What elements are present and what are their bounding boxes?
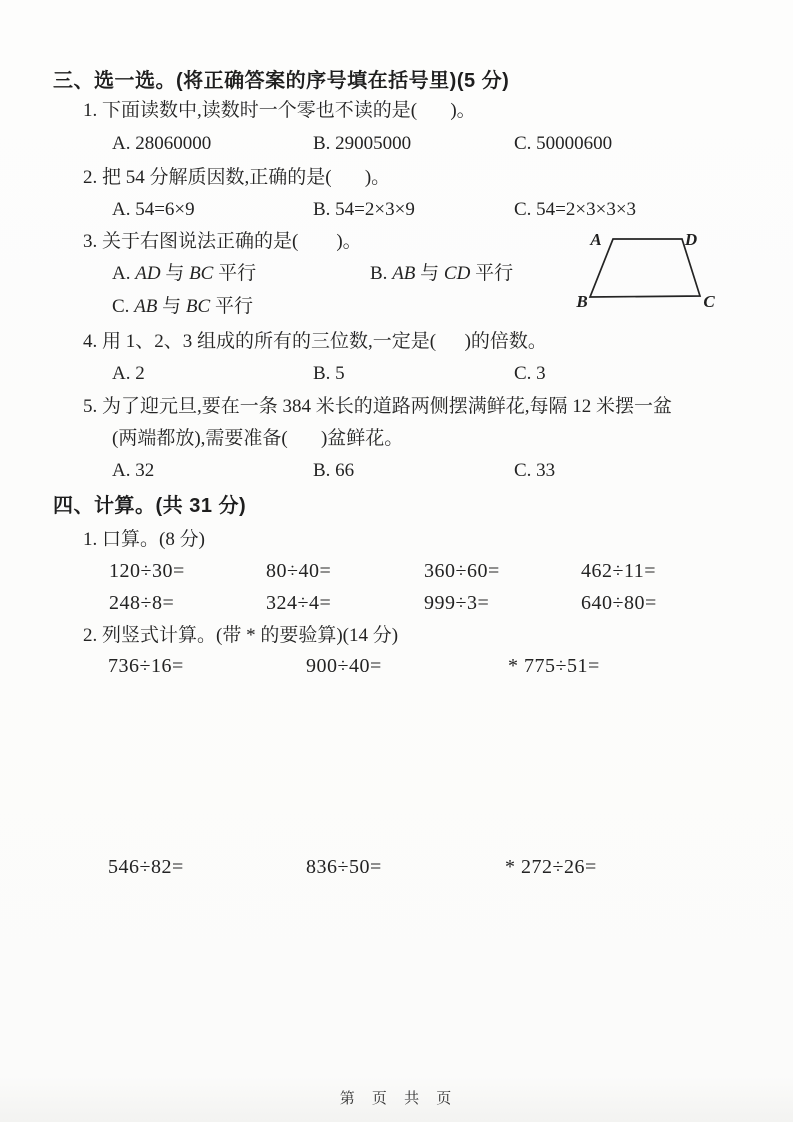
question-2-text: 2. 把 54 分解质因数,正确的是( )。: [83, 167, 391, 188]
option-b-segment-ab: AB: [392, 263, 416, 284]
question-4-option-c: C. 3: [514, 363, 546, 384]
oral-calc-item: 640÷80=: [581, 592, 657, 614]
option-c-mid: 与: [157, 296, 186, 317]
option-b-mid: 与: [415, 263, 444, 284]
oral-calc-item: 462÷11=: [581, 560, 657, 582]
option-a-suffix: 平行: [213, 263, 257, 284]
option-b-suffix: 平行: [470, 263, 514, 284]
option-a-segment-ad: AD: [135, 263, 161, 284]
oral-calc-item: 80÷40=: [266, 560, 332, 582]
section-3-heading: 三、选一选。(将正确答案的序号填在括号里)(5 分): [53, 70, 510, 92]
vertex-label-c: C: [703, 292, 715, 311]
question-5-option-a: A. 32: [112, 460, 155, 481]
question-4-option-b: B. 5: [313, 363, 345, 384]
oral-calc-item: 248÷8=: [109, 592, 175, 614]
vertical-calc-item: 546÷82=: [108, 856, 184, 878]
question-1-option-b: B. 29005000: [313, 133, 412, 154]
question-4-option-a: A. 2: [112, 363, 145, 384]
page-footer: 第 页 共 页: [339, 1090, 454, 1107]
question-2-option-c: C. 54=2×3×3×3: [514, 199, 637, 220]
option-a-segment-bc: BC: [189, 263, 214, 284]
oral-calc-item: 120÷30=: [109, 560, 185, 582]
vertical-calc-item: 900÷40=: [306, 655, 382, 677]
option-b-prefix: B.: [370, 263, 393, 284]
question-3-option-c: [112, 296, 253, 318]
vertical-calc-item: 836÷50=: [306, 856, 382, 878]
question-2-option-b: B. 54=2×3×9: [313, 199, 415, 220]
vertical-calc-item: * 272÷26=: [505, 856, 597, 878]
question-5-text-line2: (两端都放),需要准备( )盆鲜花。: [112, 428, 404, 449]
vertical-calc-item: 736÷16=: [108, 655, 184, 677]
question-1-option-a: A. 28060000: [112, 133, 212, 154]
question-1-option-c: C. 50000600: [514, 133, 613, 154]
vertical-calc-label: 2. 列竖式计算。(带 * 的要验算)(14 分): [83, 625, 399, 646]
vertical-calc-item: * 775÷51=: [508, 655, 600, 677]
trapezoid-outline: [590, 239, 700, 297]
oral-calc-label: 1. 口算。(8 分): [83, 529, 205, 550]
trapezoid-figure: [573, 220, 723, 315]
question-5-option-c: C. 33: [514, 460, 556, 481]
vertex-label-a: A: [590, 230, 602, 249]
option-a-mid: 与: [160, 263, 190, 284]
vertex-label-b: B: [576, 292, 588, 311]
option-a-prefix: A.: [112, 263, 136, 284]
option-c-prefix: C.: [112, 296, 135, 317]
oral-calc-item: 324÷4=: [266, 592, 332, 614]
question-5-option-b: B. 66: [313, 460, 355, 481]
question-3-text: 3. 关于右图说法正确的是( )。: [83, 231, 362, 252]
option-c-segment-ab: AB: [134, 296, 158, 317]
oral-calc-item: 999÷3=: [424, 592, 490, 614]
vertex-label-d: D: [684, 230, 698, 249]
question-3-option-a: [112, 263, 256, 285]
question-1-text: 1. 下面读数中,读数时一个零也不读的是( )。: [83, 100, 476, 121]
option-b-segment-cd: CD: [443, 263, 471, 284]
oral-calc-item: 360÷60=: [424, 560, 500, 582]
question-2-option-a: A. 54=6×9: [112, 199, 195, 220]
option-c-segment-bc: BC: [185, 296, 211, 317]
section-4-heading: 四、计算。(共 31 分): [53, 495, 247, 517]
question-5-text-line1: 5. 为了迎元旦,要在一条 384 米长的道路两侧摆满鲜花,每隔 12 米摆一盆: [83, 396, 673, 417]
option-c-suffix: 平行: [210, 296, 253, 317]
question-3-option-b: [370, 263, 513, 285]
question-4-text: 4. 用 1、2、3 组成的所有的三位数,一定是( )的倍数。: [83, 331, 547, 352]
